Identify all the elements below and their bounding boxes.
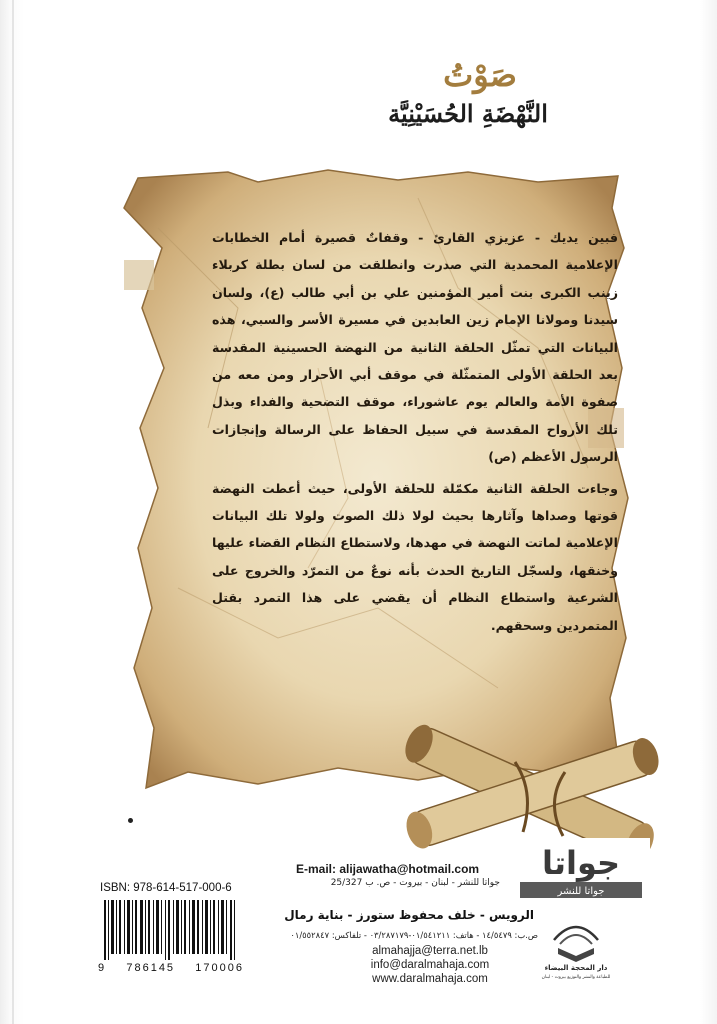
jawata-logo [512,838,650,902]
distributor-email-1: almahajja@terra.net.lb [372,945,488,957]
barcode-digit-prefix: 9 [98,962,107,974]
distributor-address: الرويس - خلف محفوظ ستورز - بناية رمال [284,908,534,922]
distributor-website: www.daralmahaja.com [372,973,488,985]
book-subtitle: النَّهْضَةِ الحُسَيْنِيَّة [388,99,548,128]
publisher-address: جواتا للنشر - لبنان - بيروت - ص. ب 25/327 [330,878,500,888]
isbn-label: ISBN: 978-614-517-000-6 [100,882,232,894]
distributor-contact [340,944,520,986]
distributor-email-2: info@daralmahaja.com [370,959,490,971]
barcode-digit-group-2: 170006 [195,962,244,974]
jawata-logo-tagline: جواتا للنشر [557,886,605,897]
body-paragraph-1: فبين يديك - عزيزي القارئ - وقفاتٌ قصيرة أمام الخطابات الإعلامية المحمدية التي صدرت وانطلقت من لسان بطلة كربلاء زينب الكبرى بنت أمير المؤمنين علي بن أبي طالب (ع)، ولسان سيدنا ومولانا الإمام زين العابدين في مسيرة الأسر والسبي، هذه البيانات التي تمثّل الحلقة الثانية من النهضة الحسينية المقدسة بعد الحلقة الأولى المتمثّلة في موقف أبي الأحرار ومن معه من صفوة الأمة والعالم يوم عاشوراء، موقف التضحية والفداء وبذل تلك الأرواح المقدسة في سبيل الحفاظ على الرسالة وإنجازات الرسول الأعظم (ص) [212,230,618,465]
distributor-phones: ص.ب: ١٤/٥٤٧٩ - هاتف: ٠١/٥٤١٢١١-٠٣/٢٨٧١٧٩ - تلفاكس: ٠١/٥٥٢٨٤٧ [290,930,538,940]
spine-edge [12,0,14,1024]
barcode-digit-group-1: 786145 [126,962,176,974]
daralmahaja-logo-name: دار المحجة البيضاء [544,964,608,972]
decorative-dot [128,818,133,823]
daralmahaja-logo-caption: للطباعة والنشر والتوزيع بيروت - لبنان [541,975,611,980]
daralmahaja-logo [540,910,612,982]
body-paragraph-2: وجاءت الحلقة الثانية مكمّلة للحلقة الأولى، حيث أعطت النهضة قوتها وصداها وآثارها بحيث لولا ذلك الصوت ولولا تلك البيانات الإعلامية لماتت النهضة في مهدها، ولاستطاع النظام القضاء عليها وخنقها، ولسجّل التاريخ الحدث بأنه نوعٌ من التمرّد والخروج على الشرعية واستطاع النظام أن يقضي على هذا التمرد بقتل المتمردين وسحقهم. [212,480,618,633]
barcode-number [98,962,244,974]
body-text [212,224,618,639]
jawata-logo-text: جواتا [541,844,621,882]
publisher-email: E-mail: alijawatha@hotmail.com [296,862,480,876]
book-title: صَوْتُ [443,56,517,94]
